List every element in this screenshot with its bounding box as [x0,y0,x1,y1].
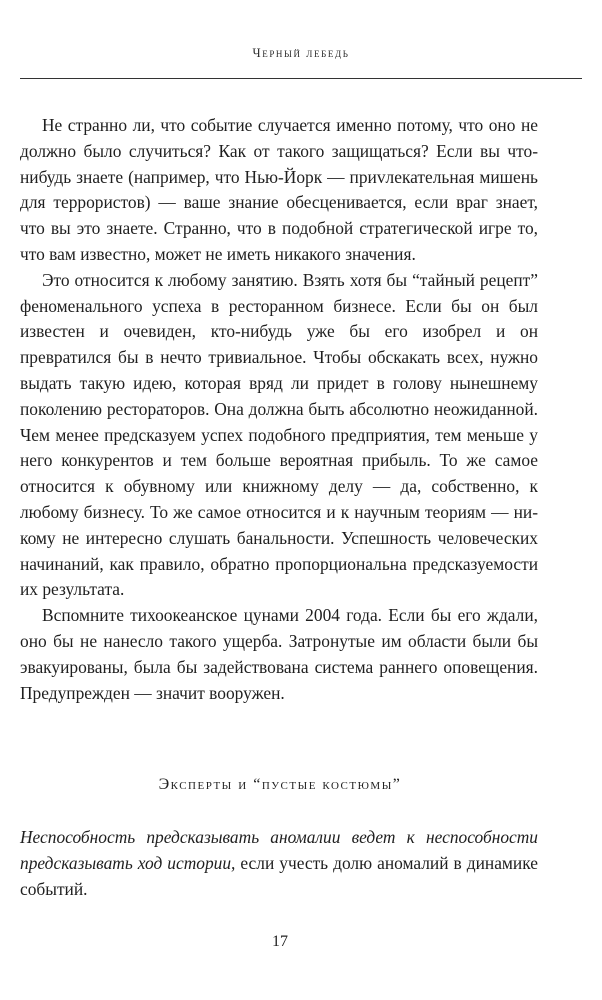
paragraph-3: Вспомните тихоокеанское цунами 2004 года. Если бы его ждали, оно бы не нанесло такого ущерба. Затронутые им области были бы эвакуированы, была бы задействована система раннего оповещения. Предупрежден — значит вооружен. [20,605,538,703]
section-lead-paragraph [20,825,538,902]
body-text [20,113,538,706]
page-number: 17 [272,933,288,950]
section-title: Эксперты и “пустые костюмы” [158,776,402,793]
running-head: Черный лебедь [252,46,350,60]
lead-regular-text: если учесть долю аномалий в динамике событий. [20,852,538,899]
lead-italic-text: Неспособность предсказывать аномалии ведет к неспособности предсказывать ход истории, [20,827,538,873]
paragraph-2: Это относится к любому занятию. Взять хотя бы “тайный рецепт” феноменального успеха в ресторанном бизнесе. Если бы он был известен и очевиден, кто-нибудь уже бы его изобрел и он превратился бы в нечто тривиальное. Чтобы обскакать всех, нужно выдать такую идею, которая вряд ли придет в голову нынешнему поколению рестораторов. Она должна быть абсолютно неожиданной. Чем менее предсказуем успех подобного предприятия, тем меньше у него конкурентов и тем больше вероятная прибыль. То же самое относится к обувному или книжному делу — да, собственно, к любому бизнесу. То же самое относится и к научным теориям — никому не интересно слушать банальности. Успешность человеческих начинаний, как правило, обратно пропорциональна предсказуемости их результата. [20,269,538,600]
header-rule [20,78,582,79]
paragraph-1: Не странно ли, что событие случается именно потому, что оно не должно было случиться? Как от такого защищаться? Если вы что-нибудь знаете (например, что Нью-Йорк — приvлекательная мишень для террористов) — ваше знание обесценивается, если враг знает, что вы это знаете. Странно, что в подобной стратегической игре то, что вам известно, может не иметь никакого значения. [20,115,538,264]
